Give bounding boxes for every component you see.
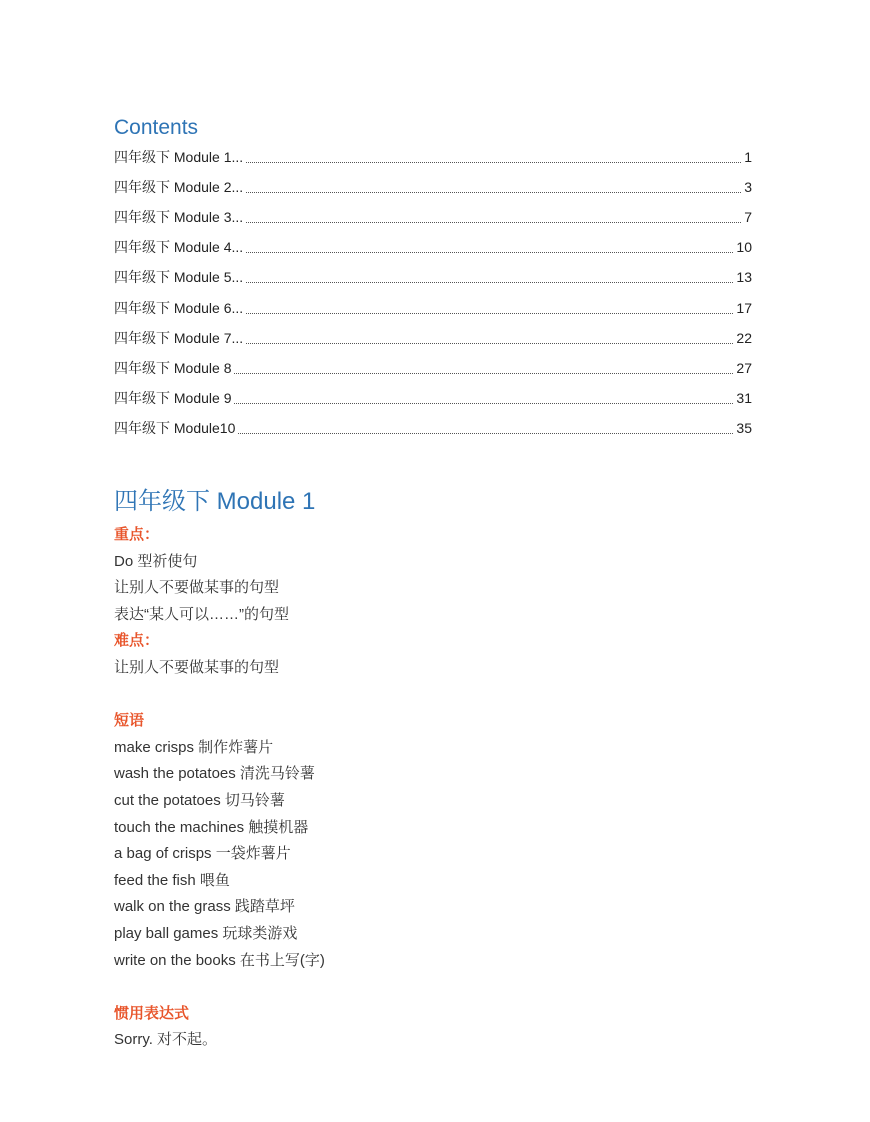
toc-entry-page: 1 xyxy=(744,149,752,166)
toc-entry[interactable] xyxy=(114,292,752,322)
toc-leader-dots xyxy=(246,251,733,253)
toc-entry[interactable] xyxy=(114,142,752,172)
toc-entry-page: 3 xyxy=(744,179,752,196)
toc-entry[interactable] xyxy=(114,202,752,232)
phrase-item: feed the fish 喂鱼 xyxy=(114,871,230,889)
phrase-item: walk on the grass 践踏草坪 xyxy=(114,898,295,916)
toc-entry[interactable] xyxy=(114,413,752,443)
phrases-label: 短语 xyxy=(114,712,145,730)
phrase-item: play ball games 玩球类游戏 xyxy=(114,924,298,942)
module-section xyxy=(114,486,754,1054)
toc-entry-label: 四年级下 Module 7... xyxy=(114,329,244,346)
toc-entry-label: 四年级下 Module 4... xyxy=(114,239,244,256)
spacer xyxy=(114,974,754,1001)
expressions-label: 惯用表达式 xyxy=(114,1004,190,1022)
toc-entry-page: 35 xyxy=(736,419,752,436)
toc-leader-dots xyxy=(246,191,741,193)
toc-entry[interactable] xyxy=(114,383,752,413)
phrase-item: touch the machines 触摸机器 xyxy=(114,818,309,836)
toc-entry-label: 四年级下 Module 9 xyxy=(114,389,232,406)
toc-entry-page: 13 xyxy=(736,269,752,286)
expression-item: Sorry. 对不起。 xyxy=(114,1031,218,1049)
toc-entry-page: 7 xyxy=(744,209,752,226)
toc-entry[interactable] xyxy=(114,262,752,292)
toc-leader-dots xyxy=(234,402,733,404)
toc-entry[interactable] xyxy=(114,323,752,353)
toc-entry-page: 22 xyxy=(736,329,752,346)
toc-leader-dots xyxy=(246,342,733,344)
key-points-label: 重点： xyxy=(114,526,160,543)
difficult-point-item: 让别人不要做某事的句型 xyxy=(114,658,280,676)
key-point-item: Do 型祈使句 xyxy=(114,552,198,570)
module-title: 四年级下 Module 1 xyxy=(114,488,316,515)
phrase-item: write on the books 在书上写(字) xyxy=(114,951,325,969)
toc-leader-dots xyxy=(246,161,741,163)
toc-leader-dots xyxy=(246,221,741,223)
toc-entry-page: 31 xyxy=(736,389,752,406)
toc-entry-page: 10 xyxy=(736,239,752,256)
toc-entry-label: 四年级下 Module10 xyxy=(114,419,236,436)
phrase-item: wash the potatoes 清洗马铃薯 xyxy=(114,765,315,783)
toc-leader-dots xyxy=(246,312,733,314)
toc-entry-page: 17 xyxy=(736,299,752,316)
toc-entry-label: 四年级下 Module 3... xyxy=(114,209,244,226)
toc-leader-dots xyxy=(246,281,733,283)
toc-entry-label: 四年级下 Module 8 xyxy=(114,359,232,376)
toc-entry[interactable] xyxy=(114,353,752,383)
toc-entry-page: 27 xyxy=(736,359,752,376)
toc-entry[interactable] xyxy=(114,172,752,202)
toc-entry[interactable] xyxy=(114,232,752,262)
phrase-item: a bag of crisps 一袋炸薯片 xyxy=(114,845,291,863)
key-point-item: 让别人不要做某事的句型 xyxy=(114,579,280,597)
toc-entry-label: 四年级下 Module 1... xyxy=(114,149,244,166)
toc-heading: Contents xyxy=(114,116,199,139)
spacer xyxy=(114,682,754,709)
toc-entry-label: 四年级下 Module 2... xyxy=(114,179,244,196)
toc-entry-label: 四年级下 Module 6... xyxy=(114,299,244,316)
table-of-contents xyxy=(114,142,752,443)
toc-leader-dots xyxy=(234,372,733,374)
difficult-points-label: 难点： xyxy=(114,632,160,650)
phrase-item: make crisps 制作炸薯片 xyxy=(114,738,274,756)
toc-leader-dots xyxy=(238,432,733,434)
toc-entry-label: 四年级下 Module 5... xyxy=(114,269,244,286)
key-point-item: 表达“某人可以……”的句型 xyxy=(114,605,289,623)
phrase-item: cut the potatoes 切马铃薯 xyxy=(114,791,285,809)
